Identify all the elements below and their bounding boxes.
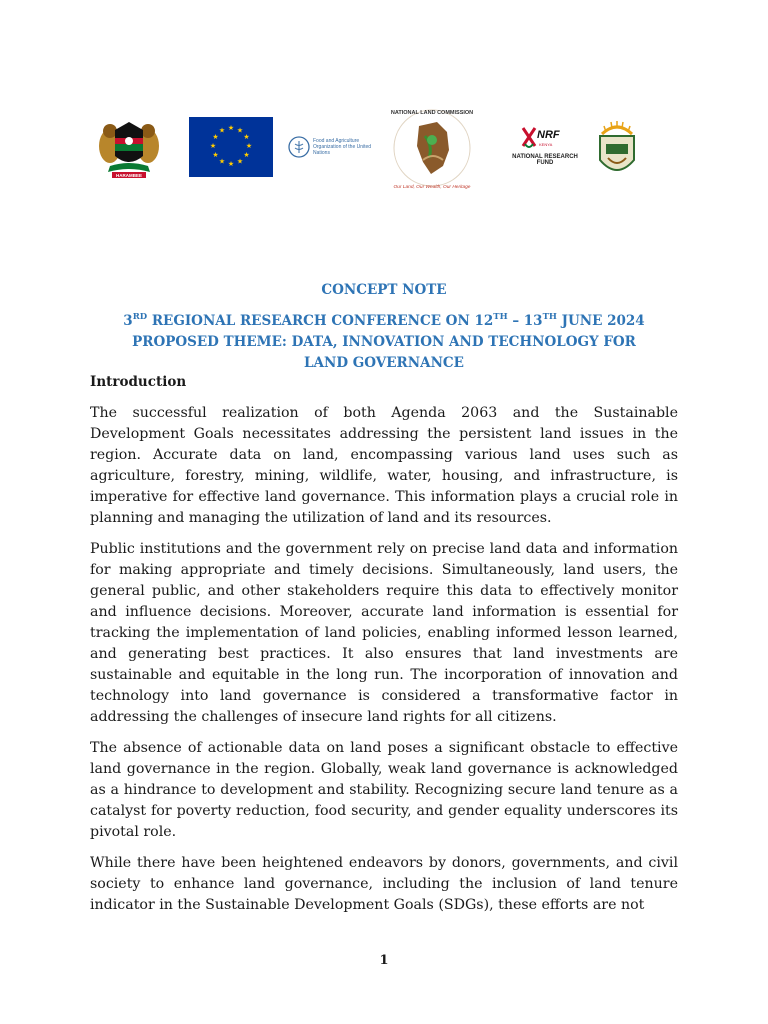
svg-text:★: ★: [243, 133, 250, 141]
page-number: 1: [379, 953, 389, 968]
paragraph: The absence of actionable data on land poses a significant obstacle to effective land governance in the region. Globally, weak land governance is acknowledged as a hindrance to development and stability. Recognizing secure land tenure as a catalyst for poverty reduction, food security, and gender equality underscores its pivotal role.: [90, 740, 678, 840]
kenya-motto: HARAMBEE: [115, 173, 143, 178]
svg-text:★: ★: [212, 133, 219, 141]
svg-text:★: ★: [212, 151, 219, 159]
svg-text:★: ★: [227, 160, 235, 168]
nrf-name: NATIONAL RESEARCH FUND: [512, 154, 578, 166]
university-crest-icon: [596, 120, 638, 182]
svg-text:★: ★: [245, 142, 253, 150]
national-land-commission-logo-icon: [387, 102, 477, 194]
logo-strip: [0, 112, 768, 202]
nlc-bottom-text: Our Land, Our Wealth, Our Heritage: [393, 185, 471, 190]
svg-text:★: ★: [209, 142, 217, 150]
fao-text: Food and Agriculture Organization of the United Nations: [313, 138, 372, 156]
kenya-coat-of-arms-icon: [96, 116, 162, 182]
conf-text-b: – 13: [507, 313, 543, 329]
fao-logo-icon: [288, 134, 380, 162]
section-heading: Introduction: [90, 374, 187, 390]
national-research-fund-logo-icon: [505, 124, 585, 168]
concept-note-title: CONCEPT NOTE: [321, 282, 447, 298]
svg-text:★: ★: [218, 157, 226, 166]
svg-text:★: ★: [218, 126, 226, 135]
conference-title: [90, 311, 678, 374]
svg-text:★: ★: [227, 124, 235, 132]
conf-text-c: JUNE 2024: [556, 313, 645, 329]
paragraph: While there have been heightened endeavors by donors, governments, and civil society to enhance land governance, including the inclusion of land tenure indicator in the Sustainable Development Goals (SDGs), these efforts are not: [90, 855, 678, 913]
nrf-country: KENYA: [539, 142, 553, 147]
eu-flag-icon: [189, 117, 273, 177]
svg-text:★: ★: [236, 157, 244, 166]
svg-text:★: ★: [236, 126, 244, 135]
theme-line-2: LAND GOVERNANCE: [304, 355, 464, 371]
nrf-short: NRF: [537, 129, 560, 141]
theme-line-1: PROPOSED THEME: DATA, INNOVATION AND TECHNOLOGY FOR: [132, 334, 636, 350]
paragraph: Public institutions and the government rely on precise land data and information for making appropriate and timely decisions. Simultaneously, land users, the general public, and other stakeholders require this data to effectively monitor and influence decisions. Moreover, accurate land information is essential for tracking the implementation of land policies, enabling informed lesson learned, and generating best practices. It also ensures that land investments are sustainable and equitable in the long run. The incorporation of innovation and technology into land governance is considered a transformative factor in addressing the challenges of insecure land rights for all citizens.: [90, 541, 678, 725]
nlc-top-text: NATIONAL LAND COMMISSION: [390, 110, 474, 116]
conf-sup-b: TH: [542, 312, 557, 322]
conf-text-a: REGIONAL RESEARCH CONFERENCE ON 12: [147, 313, 494, 329]
conf-num: 3: [123, 313, 133, 329]
conf-sup-a: TH: [493, 312, 508, 322]
svg-text:★: ★: [243, 151, 250, 159]
body-text: [90, 403, 678, 926]
conference-line: [90, 311, 678, 332]
conf-num-sup: RD: [132, 312, 148, 322]
paragraph: The successful realization of both Agenda 2063 and the Sustainable Development Goals necessitates addressing the persistent land issues in the region. Accurate data on land, encompassing various land uses such as agriculture, forestry, mining, wildlife, water, housing, and infrastructure, is imperative for effective land governance. This information plays a crucial role in planning and managing the utilization of land and its resources.: [90, 405, 678, 526]
